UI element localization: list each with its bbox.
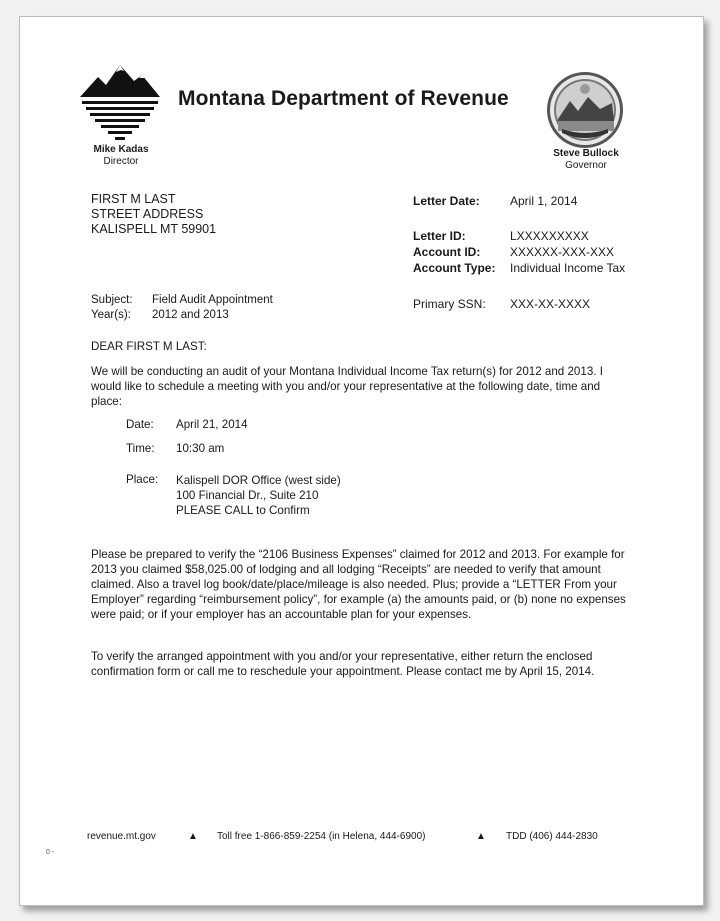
place-line-3: PLEASE CALL to Confirm — [176, 504, 310, 517]
director-title: Director — [103, 156, 139, 167]
intro-paragraph — [91, 364, 626, 409]
place-line-1: Kalispell DOR Office (west side) — [176, 474, 341, 487]
subject-label: Subject: — [91, 294, 133, 306]
appointment-time-label: Time: — [126, 442, 155, 455]
years-label: Year(s): — [91, 309, 131, 321]
subject-value: Field Audit Appointment — [152, 294, 273, 306]
governor-title: Governor — [565, 160, 607, 171]
appointment-date-label: Date: — [126, 418, 154, 431]
primary-ssn-value: XXX-XX-XXXX — [510, 297, 591, 311]
letter-page — [19, 16, 704, 906]
recipient-address — [91, 192, 216, 237]
letter-id-label: Letter ID: — [413, 229, 466, 243]
expenses-paragraph — [91, 547, 626, 622]
footer-separator-icon: ▲ — [188, 831, 198, 842]
account-id-label: Account ID: — [413, 245, 481, 259]
mountain-logo-icon — [80, 63, 160, 141]
appointment-date-value: April 21, 2014 — [176, 418, 248, 431]
confirmation-paragraph — [91, 649, 626, 679]
appointment-place — [176, 473, 341, 518]
recipient-name: FIRST M LAST — [91, 192, 176, 206]
salutation: DEAR FIRST M LAST: — [91, 340, 207, 353]
recipient-street: STREET ADDRESS — [91, 207, 204, 221]
footer-separator-icon: ▲ — [476, 831, 486, 842]
expenses-paragraph-text: Please be prepared to verify the “2106 Business Expenses” claimed for 2012 and 2013. For example for 2013 you claimed $58,025.00 of lodging and all lodging “Receipts” are needed to verify that amount claimed. Also a travel log book/date/place/mileage is also needed. Plus; provide a “LETTER From your Employer” regarding “reimbursement policy”, for example (a) the amounts paid, or (b) none no expenses were paid; or if your employer has an accountable plan for your expenses. — [91, 548, 626, 621]
agency-title: Montana Department of Revenue — [178, 87, 509, 110]
account-type-value: Individual Income Tax — [510, 261, 626, 275]
intro-paragraph-text: We will be conducting an audit of your Montana Individual Income Tax return(s) for 2012 and 2013. I would like to schedule a meeting with you and/or your representative at the following date, time and place: — [91, 365, 603, 408]
director-name: Mike Kadas — [93, 144, 149, 155]
appointment-place-label: Place: — [126, 473, 159, 486]
years-value: 2012 and 2013 — [152, 309, 229, 321]
place-line-2: 100 Financial Dr., Suite 210 — [176, 489, 319, 502]
letter-date-label: Letter Date: — [413, 194, 480, 208]
page-marker: 0 - — [46, 849, 55, 856]
appointment-time-value: 10:30 am — [176, 442, 225, 455]
letter-date-value: April 1, 2014 — [510, 194, 578, 208]
account-type-label: Account Type: — [413, 261, 496, 275]
footer-tdd: TDD (406) 444-2830 — [506, 831, 598, 842]
recipient-city: KALISPELL MT 59901 — [91, 222, 217, 236]
footer-toll-free: Toll free 1-866-859-2254 (in Helena, 444-6900) — [217, 831, 426, 842]
state-seal-icon — [546, 71, 624, 149]
primary-ssn-label: Primary SSN: — [413, 297, 486, 311]
account-id-value: XXXXXX-XXX-XXX — [510, 245, 615, 259]
governor-name: Steve Bullock — [553, 148, 619, 159]
confirmation-paragraph-text: To verify the arranged appointment with you and/or your representative, either return the enclosed confirmation form or call me to reschedule your appointment. Please contact me by April 15, 2014. — [91, 650, 595, 678]
letter-id-value: LXXXXXXXXX — [510, 229, 589, 243]
footer-website: revenue.mt.gov — [87, 831, 156, 842]
